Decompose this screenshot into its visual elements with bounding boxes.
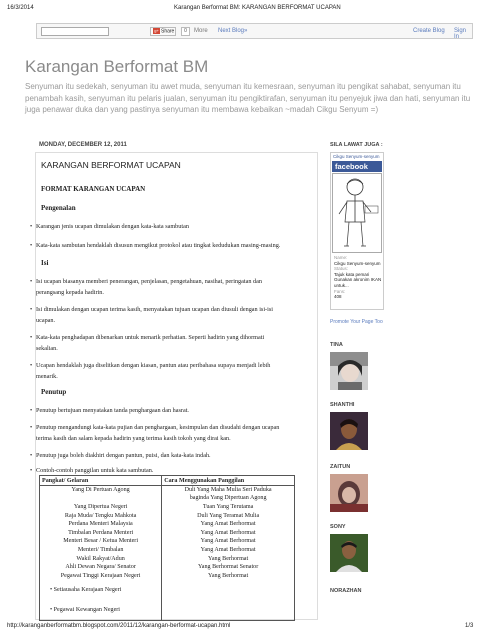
sketch-figure-icon	[333, 174, 381, 252]
table-cell: Pegawai Tinggi Kerajaan Negeri	[40, 572, 162, 581]
fb-status-label: Status:	[334, 266, 349, 272]
blog-search-input[interactable]	[41, 27, 109, 36]
fb-fans-label: Fans:	[334, 288, 346, 294]
post-title[interactable]: KARANGAN BERFORMAT UCAPAN	[41, 160, 181, 170]
table-row	[40, 529, 295, 538]
table-row	[40, 512, 295, 521]
profile-name-norazhan: NORAZHAN	[330, 588, 362, 594]
list-item: • Penutup mengandungi kata-kata pujian dan penghargaan, kesimpulan dan disudahi dengan ucapan	[30, 424, 280, 431]
fb-name-value[interactable]: Cikgu Senyum-senyum	[334, 260, 381, 266]
avatar-zaitun[interactable]	[330, 474, 368, 512]
table-cell: baginda Yang Dipertuan Agong	[162, 494, 295, 503]
section-heading-penutup: Penutup	[41, 388, 67, 396]
list-item: • Kata-kata sambutan hendaklah disusun mengikut protokol atau tingkat kedudukan masing-masing.	[30, 242, 281, 249]
table-cell: Duli Yang Maha Mulia Seri Paduka	[162, 486, 295, 495]
list-item: • Ucapan hendaklah juga diselitkan dengan kiasan, pantun atau peribahasa supaya menjadi lebih	[30, 362, 271, 369]
table-row	[40, 486, 295, 495]
format-heading: FORMAT KARANGAN UCAPAN	[41, 185, 146, 193]
fb-info	[334, 255, 382, 300]
more-link[interactable]: More	[194, 28, 208, 34]
print-footer-url: http://karanganberformatbm.blogspot.com/2011/12/karangan-berformat-ucapan.html	[7, 623, 231, 629]
list-item: • Isi ucapan biasanya memberi penerangan, penjelasan, pengetahuan, nasihat, peringatan dan	[30, 278, 262, 285]
table-row	[40, 555, 295, 564]
table-cell: Raja Muda/ Tengku Mahkota	[40, 512, 162, 521]
table-row	[40, 494, 295, 503]
list-item-continuation: perangsang kepada hadirin.	[36, 289, 104, 296]
table-row	[40, 537, 295, 546]
table-header: Pangkat/ Gelaran	[40, 476, 162, 486]
table-cell: Tuan Yang Terutama	[162, 503, 295, 512]
list-item-continuation: terima kasih dan salam kepada hadirin yang terima kasih tokoh yang dirai kan.	[36, 435, 231, 442]
fb-name-label: Name:	[334, 255, 348, 260]
table-row	[40, 580, 295, 600]
table-cell: • Setiausaha Kerajaan Negeri	[40, 580, 162, 600]
avatar-tina[interactable]	[330, 352, 368, 390]
print-header	[0, 3, 495, 15]
fb-profile-picture[interactable]	[332, 173, 382, 253]
promote-page-link[interactable]: Promote Your Page Too	[330, 319, 383, 325]
table-cell: Yang Amat Berhormat	[162, 537, 295, 546]
table-row	[40, 520, 295, 529]
table-cell	[162, 600, 295, 621]
print-date: 16/3/2014	[7, 5, 34, 11]
table-cell	[40, 494, 162, 503]
table-cell: Wakil Rakyat/Adun	[40, 555, 162, 564]
fb-status-value: Tajuk kata pemari Gunakan akronim IKAN untuk...	[334, 271, 382, 288]
blog-description: Senyuman itu sedekah, senyuman itu awet muda, senyuman itu kemesraan, senyuman itu pengikat sahabat, senyuman itu penambah kasih, senyuman itu pelaris jualan, senyuman itu pengiktirafan, senyuman itu penyejuk jiwa dan hati, senyuman itu juga penawar duka dan yang pastinya senyuman itu membawa kebaikan ~madah Cikgu Senyum =)	[25, 82, 471, 114]
next-blog-link[interactable]: Next Blog»	[218, 28, 248, 34]
avatar-shanthi[interactable]	[330, 412, 368, 450]
table-row	[40, 563, 295, 572]
table-row	[40, 503, 295, 512]
table-cell: Yang Amat Berhormat	[162, 520, 295, 529]
table-row	[40, 572, 295, 581]
share-count: 0	[181, 27, 190, 36]
photo-icon	[330, 352, 368, 390]
table-cell: Yang Amat Berhormat	[162, 529, 295, 538]
post-date-header: MONDAY, DECEMBER 12, 2011	[39, 142, 127, 148]
table-cell: Timbalan Perdana Menteri	[40, 529, 162, 538]
table-cell: Menteri Besar / Ketua Menteri	[40, 537, 162, 546]
table-cell: Perdana Menteri Malaysia	[40, 520, 162, 529]
table-cell: Yang Berhormat	[162, 572, 295, 581]
list-item: • Penutup bertujuan menyatakan tanda penghargaan dan hasrat.	[30, 407, 189, 414]
list-item-continuation: menarik.	[36, 373, 58, 380]
google-plus-icon: g+	[154, 28, 159, 33]
share-label: Share	[161, 28, 175, 35]
profile-name-shanthi: SHANTHI	[330, 402, 355, 408]
table-cell: • Pegawai Kewangan Negeri	[40, 600, 162, 621]
print-page-title: Karangan Berformat BM: KARANGAN BERFORMAT UCAPAN	[174, 5, 341, 11]
blog-title[interactable]: Karangan Berformat BM	[25, 57, 209, 76]
list-item: • Karangan jenis ucapan dimulakan dengan kata-kata sambutan	[30, 223, 189, 230]
blogger-navbar	[36, 23, 473, 39]
photo-icon	[330, 534, 368, 572]
table-cell: Duli Yang Teramat Mulia	[162, 512, 295, 521]
profile-name-tina: TINA	[330, 342, 343, 348]
print-page-number: 1/3	[465, 623, 474, 629]
main-column	[29, 140, 320, 620]
table-cell: Yang Amat Berhormat	[162, 546, 295, 555]
table-cell: Yang Berhormat	[162, 555, 295, 564]
create-blog-link[interactable]: Create Blog	[413, 28, 445, 34]
table-cell	[162, 580, 295, 600]
table-row	[40, 546, 295, 555]
photo-icon	[330, 412, 368, 450]
table-row	[40, 600, 295, 621]
section-heading-isi: Isi	[41, 259, 49, 267]
photo-icon	[330, 474, 368, 512]
sila-lawat-heading: SILA LAWAT JUGA :	[330, 142, 383, 148]
facebook-badge[interactable]	[330, 152, 384, 310]
list-item: • Contoh-contoh panggilan untuk kata sambutan.	[30, 467, 154, 474]
panggilan-table	[39, 475, 295, 621]
table-cell: Yang Berhormat Senator	[162, 563, 295, 572]
facebook-logo: facebook	[332, 161, 382, 172]
sign-in-link[interactable]: Sign In	[454, 28, 467, 40]
profile-name-sony: SONY	[330, 524, 346, 530]
fb-top-name[interactable]: Cikgu Senyum-senyum	[333, 154, 380, 159]
table-cell: Menteri/ Timbalan	[40, 546, 162, 555]
avatar-sony[interactable]	[330, 534, 368, 572]
list-item-continuation: ucapan.	[36, 317, 56, 324]
list-item: • Kata-kata penghadapan dibenarkan untuk menarik perhatian. Seperti hadirin yang dihormati	[30, 334, 265, 341]
table-header-row	[40, 476, 295, 486]
section-heading-pengenalan: Pengenalan	[41, 204, 76, 212]
google-plus-share-button[interactable]	[150, 27, 176, 36]
list-item: • Isi dimulakan dengan ucapan terima kasih, menyatakan tujuan ucapan dan diusuli dengan isi-isi	[30, 306, 273, 313]
table-cell: Yang Dipertua Negeri	[40, 503, 162, 512]
table-header: Cara Menggunakan Panggilan	[162, 476, 295, 486]
table-cell: Yang Di Pertuan Agong	[40, 486, 162, 495]
list-item: • Penutup juga boleh diakhiri dengan pantun, puisi, dan kata-kata indah.	[30, 452, 211, 459]
fb-fans-value: 408	[334, 294, 342, 300]
post-body	[30, 152, 318, 620]
list-item-continuation: sekalian.	[36, 345, 58, 352]
table-cell: Ahli Dewan Negara/ Senator	[40, 563, 162, 572]
profile-name-zaitun: ZAITUN	[330, 464, 351, 470]
